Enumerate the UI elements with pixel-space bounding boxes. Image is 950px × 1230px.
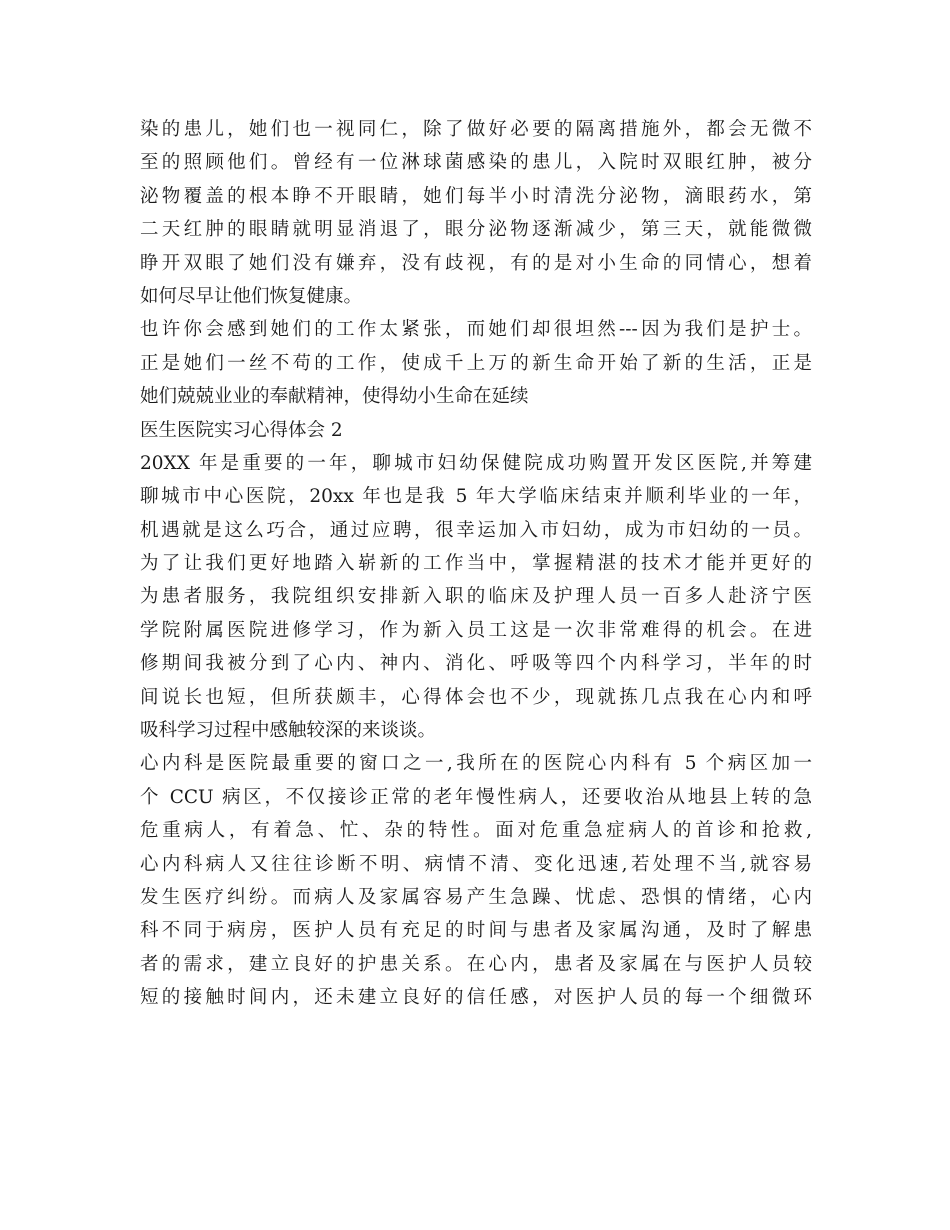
text-line: 20XX 年是重要的一年，聊城市妇幼保健院成功购置开发区医院,并筹建 [140, 452, 812, 474]
text-line: 吸科学习过程中感触较深的来谈谈。 [140, 720, 437, 742]
text-line: 学院附属医院进修学习，作为新入员工这是一次非常难得的机会。在进 [140, 619, 812, 641]
text-line: 危重病人，有着急、忙、杂的特性。面对危重急症病人的首诊和抢救, [140, 820, 812, 842]
text-line: 为患者服务，我院组织安排新入职的临床及护理人员一百多人赴济宁医 [140, 586, 812, 608]
text-line: 为了让我们更好地踏入崭新的工作当中，掌握精湛的技术才能并更好的 [140, 553, 812, 575]
text-line: 医生医院实习心得体会 2 [140, 419, 343, 441]
text-line: 至的照顾他们。曾经有一位淋球菌感染的患儿，入院时双眼红肿，被分 [140, 152, 812, 174]
text-line: 心内科病人又往往诊断不明、病情不清、变化迅速,若处理不当,就容易 [140, 853, 812, 875]
text-line: 间说长也短，但所获颇丰，心得体会也不少，现就拣几点我在心内和呼 [140, 686, 812, 708]
text-line: 者的需求，建立良好的护患关系。在心内，患者及家属在与医护人员较 [140, 953, 812, 975]
text-line: 她们兢兢业业的奉献精神，使得幼小生命在延续 [140, 386, 529, 408]
document-body [140, 113, 812, 1015]
text-line: 机遇就是这么巧合，通过应聘，很幸运加入市妇幼，成为市妇幼的一员。 [140, 519, 812, 541]
text-line: 科不同于病房，医护人员有充足的时间与患者及家属沟通，及时了解患 [140, 920, 812, 942]
text-line: 聊城市中心医院，20xx 年也是我 5 年大学临床结束并顺利毕业的一年， [140, 486, 812, 508]
text-line: 正是她们一丝不苟的工作，使成千上万的新生命开始了新的生活，正是 [140, 352, 812, 374]
text-line: 二天红肿的眼睛就明显消退了，眼分泌物逐渐减少，第三天，就能微微 [140, 219, 812, 241]
text-line: 修期间我被分到了心内、神内、消化、呼吸等四个内科学习，半年的时 [140, 653, 812, 675]
text-line: 短的接触时间内，还未建立良好的信任感，对医护人员的每一个细微环 [140, 987, 812, 1009]
text-line: 发生医疗纠纷。而病人及家属容易产生急躁、忧虑、恐惧的情绪，心内 [140, 886, 812, 908]
text-line: 如何尽早让他们恢复健康。 [140, 285, 363, 307]
text-line: 心内科是医院最重要的窗口之一,我所在的医院心内科有 5 个病区加一 [140, 753, 812, 775]
text-line: 染的患儿，她们也一视同仁，除了做好必要的隔离措施外，都会无微不 [140, 119, 812, 140]
text-line: 个 CCU 病区，不仅接诊正常的老年慢性病人，还要收治从地县上转的急 [140, 786, 812, 808]
text-line: 也许你会感到她们的工作太紧张，而她们却很坦然---因为我们是护士。 [140, 319, 812, 341]
text-line: 睁开双眼了她们没有嫌弃，没有歧视，有的是对小生命的同情心，想着 [140, 252, 812, 274]
text-line: 泌物覆盖的根本睁不开眼睛，她们每半小时清洗分泌物，滴眼药水，第 [140, 185, 812, 207]
